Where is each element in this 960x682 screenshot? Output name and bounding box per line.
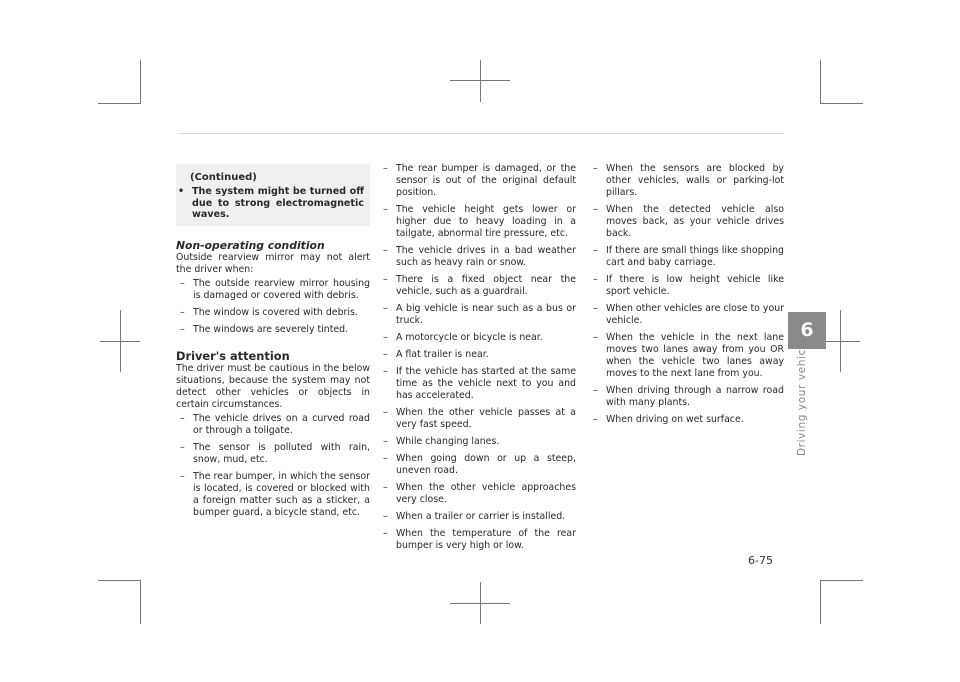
crop-mark: [820, 341, 860, 342]
attention-paragraph: The driver must be cautious in the below situations, because the system may not detect other vehicles or objects in certain circumstances.: [176, 363, 370, 410]
dash-icon: –: [593, 332, 598, 343]
crop-mark: [450, 80, 510, 81]
dash-icon: –: [383, 482, 388, 493]
list-item: – When the other vehicle approaches very close.: [383, 482, 576, 505]
list-item: – The windows are severely tinted.: [180, 324, 349, 335]
crop-mark: [100, 341, 140, 342]
list-item: – There is a fixed object near the vehicle, such as a guardrail.: [383, 274, 576, 297]
crop-mark: [821, 580, 863, 581]
list-item: – A big vehicle is near such as a bus or truck.: [383, 303, 576, 326]
crop-mark: [820, 60, 821, 104]
list-item: – The vehicle drives in a bad weather such as heavy rain or snow.: [383, 245, 576, 268]
section-heading: Driver's attention: [176, 349, 290, 363]
list-item: – When the other vehicle passes at a very fast speed.: [383, 407, 576, 430]
chapter-tab: 6: [788, 312, 826, 349]
column-3: [592, 163, 784, 431]
dash-icon: –: [383, 332, 388, 343]
dash-icon: –: [593, 274, 598, 285]
list-item: – When other vehicles are close to your vehicle.: [593, 303, 784, 326]
dash-icon: –: [383, 163, 388, 174]
dash-icon: –: [593, 385, 598, 396]
attention-list: [176, 413, 370, 519]
dash-icon: –: [383, 511, 388, 522]
dash-icon: –: [383, 436, 388, 447]
condition-list: [176, 278, 370, 336]
dash-icon: –: [383, 303, 388, 314]
list-item: – The outside rearview mirror housing is damaged or covered with debris.: [180, 278, 370, 301]
dash-icon: –: [180, 307, 185, 318]
dash-icon: –: [593, 204, 598, 215]
intro-paragraph: Outside rearview mirror may not alert the driver when:: [176, 252, 370, 275]
list-item: – A motorcycle or bicycle is near.: [383, 332, 543, 343]
list-item: – The rear bumper, in which the sensor is located, is covered or blocked with a foreign matter such as a sticker, a bumper guard, a bicycle stand, etc.: [180, 471, 370, 518]
chapter-side-label: [796, 338, 810, 456]
list-item: – The vehicle drives on a curved road or through a tollgate.: [180, 413, 370, 436]
list-item: – The window is covered with debris.: [180, 307, 358, 318]
list-item: – When the detected vehicle also moves back, as your vehicle drives back.: [593, 204, 784, 239]
dash-icon: –: [593, 245, 598, 256]
crop-mark: [98, 580, 140, 581]
list-item: – When the temperature of the rear bumper is very high or low.: [383, 528, 576, 551]
dash-icon: –: [180, 471, 185, 482]
list-item: – The sensor is polluted with rain, snow, mud, etc.: [180, 442, 370, 465]
dash-icon: –: [383, 528, 388, 539]
condition-list-continued: [382, 163, 576, 552]
dash-icon: –: [180, 324, 185, 335]
chapter-title: Driving your vehicle: [796, 338, 808, 456]
dash-icon: –: [383, 274, 388, 285]
section-subheading: Non-operating condition: [176, 239, 325, 252]
list-item: – If there is low height vehicle like sport vehicle.: [593, 274, 784, 297]
crop-mark: [98, 103, 140, 104]
dash-icon: –: [383, 453, 388, 464]
bullet-icon: •: [178, 186, 185, 197]
list-item: – The rear bumper is damaged, or the sensor is out of the original default position.: [383, 163, 576, 198]
list-item: – A flat trailer is near.: [383, 349, 489, 360]
dash-icon: –: [593, 303, 598, 314]
dash-icon: –: [593, 163, 598, 174]
dash-icon: –: [383, 245, 388, 256]
dash-icon: –: [180, 278, 185, 289]
dash-icon: –: [383, 204, 388, 215]
list-item: – When going down or up a steep, uneven road.: [383, 453, 576, 476]
dash-icon: –: [593, 414, 598, 425]
list-item: – If the vehicle has started at the same time as the vehicle next to you and has accelerated.: [383, 366, 576, 401]
dash-icon: –: [383, 349, 388, 360]
column-2: [382, 163, 576, 557]
header-rule: [178, 133, 784, 134]
column-1: [176, 239, 370, 524]
dash-icon: –: [383, 407, 388, 418]
crop-mark: [140, 580, 141, 624]
note-bullet-text: The system might be turned off due to strong electromagnetic waves.: [192, 186, 364, 220]
dash-icon: –: [180, 442, 185, 453]
dash-icon: –: [383, 366, 388, 377]
note-heading: (Continued): [190, 172, 257, 183]
crop-mark: [450, 603, 510, 604]
list-item: – When the vehicle in the next lane moves two lanes away from you OR when the vehicle two lanes away moves to the next lane from you.: [593, 332, 784, 379]
list-item: – When driving on wet surface.: [593, 414, 744, 425]
list-item: – The vehicle height gets lower or higher due to heavy loading in a tailgate, abnormal tire pressure, etc.: [383, 204, 576, 239]
list-item: – While changing lanes.: [383, 436, 500, 447]
crop-mark: [140, 60, 141, 104]
crop-mark: [480, 60, 481, 102]
condition-list-continued: [592, 163, 784, 426]
list-item: – When a trailer or carrier is installed.: [383, 511, 566, 522]
crop-mark: [821, 103, 863, 104]
crop-mark: [820, 580, 821, 624]
dash-icon: –: [180, 413, 185, 424]
note-bullet-item: [178, 186, 364, 221]
list-item: – When driving through a narrow road with many plants.: [593, 385, 784, 408]
list-item: – If there are small things like shopping cart and baby carriage.: [593, 245, 784, 268]
page-number: 6-75: [748, 554, 773, 567]
list-item: – When the sensors are blocked by other vehicles, walls or parking-lot pillars.: [593, 163, 784, 198]
